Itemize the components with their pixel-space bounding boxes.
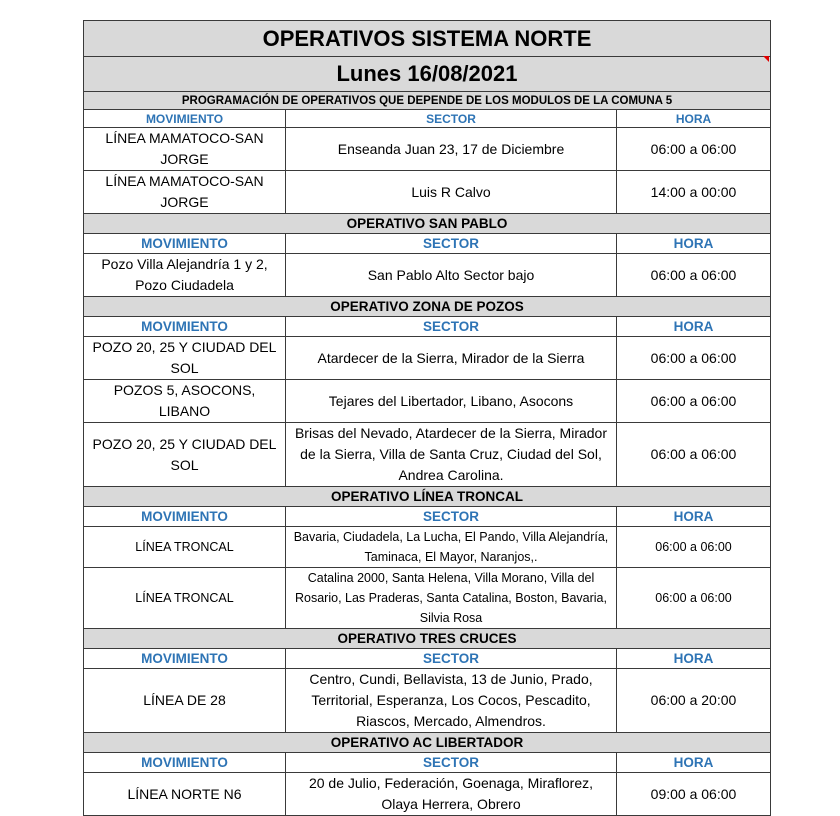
column-header-hora: HORA — [617, 110, 771, 128]
column-header-sector: SECTOR — [286, 110, 617, 128]
column-header-movimiento: MOVIMIENTO — [84, 753, 286, 773]
title-row — [84, 21, 771, 57]
section-title-row — [84, 297, 771, 317]
column-header-movimiento: MOVIMIENTO — [84, 234, 286, 254]
movimiento-cell: LÍNEA TRONCAL — [84, 527, 286, 568]
hora-cell: 06:00 a 06:00 — [617, 254, 771, 297]
section-title: OPERATIVO LÍNEA TRONCAL — [84, 487, 771, 507]
sector-cell: Centro, Cundi, Bellavista, 13 de Junio, Prado, Territorial, Esperanza, Los Cocos, Pescadito, Riascos, Mercado, Almendros. — [286, 669, 617, 733]
column-header-row — [84, 649, 771, 669]
column-header-hora: HORA — [617, 507, 771, 527]
movimiento-cell: LÍNEA TRONCAL — [84, 568, 286, 629]
column-header-sector: SECTOR — [286, 753, 617, 773]
table-row — [84, 380, 771, 423]
hora-cell: 06:00 a 06:00 — [617, 568, 771, 629]
column-header-sector: SECTOR — [286, 234, 617, 254]
hora-cell: 06:00 a 06:00 — [617, 128, 771, 171]
movimiento-cell: POZO 20, 25 Y CIUDAD DEL SOL — [84, 423, 286, 487]
column-header-row — [84, 234, 771, 254]
table-row — [84, 527, 771, 568]
sheet-title: OPERATIVOS SISTEMA NORTE — [84, 21, 771, 57]
date-row — [84, 57, 771, 92]
movimiento-cell: LÍNEA MAMATOCO-SAN JORGE — [84, 171, 286, 214]
table-row — [84, 568, 771, 629]
table-row — [84, 171, 771, 214]
movimiento-cell: Pozo Villa Alejandría 1 y 2, Pozo Ciudadela — [84, 254, 286, 297]
section-title-row — [84, 629, 771, 649]
sector-cell: Luis R Calvo — [286, 171, 617, 214]
hora-cell: 06:00 a 06:00 — [617, 527, 771, 568]
table-row — [84, 337, 771, 380]
sector-cell: Tejares del Libertador, Libano, Asocons — [286, 380, 617, 423]
column-header-row — [84, 753, 771, 773]
movimiento-cell: LÍNEA MAMATOCO-SAN JORGE — [84, 128, 286, 171]
table-row — [84, 773, 771, 816]
hora-cell: 14:00 a 00:00 — [617, 171, 771, 214]
schedule-table — [83, 20, 771, 816]
section-title: OPERATIVO AC LIBERTADOR — [84, 733, 771, 753]
column-header-sector: SECTOR — [286, 317, 617, 337]
column-header-hora: HORA — [617, 649, 771, 669]
column-header-hora: HORA — [617, 317, 771, 337]
column-header-movimiento: MOVIMIENTO — [84, 317, 286, 337]
section-title-row — [84, 214, 771, 234]
hora-cell: 06:00 a 20:00 — [617, 669, 771, 733]
hora-cell: 06:00 a 06:00 — [617, 337, 771, 380]
section-title: PROGRAMACIÓN DE OPERATIVOS QUE DEPENDE DE LOS MODULOS DE LA COMUNA 5 — [84, 92, 771, 110]
column-header-hora: HORA — [617, 234, 771, 254]
sector-cell: Atardecer de la Sierra, Mirador de la Sierra — [286, 337, 617, 380]
column-header-row — [84, 507, 771, 527]
movimiento-cell: LÍNEA DE 28 — [84, 669, 286, 733]
sector-cell: Brisas del Nevado, Atardecer de la Sierra, Mirador de la Sierra, Villa de Santa Cruz, Ciudad del Sol, Andrea Carolina. — [286, 423, 617, 487]
column-header-movimiento: MOVIMIENTO — [84, 507, 286, 527]
comment-marker-icon — [763, 56, 769, 62]
sheet-date: Lunes 16/08/2021 — [84, 57, 771, 92]
column-header-movimiento: MOVIMIENTO — [84, 649, 286, 669]
hora-cell: 06:00 a 06:00 — [617, 423, 771, 487]
section-title-row — [84, 733, 771, 753]
sector-cell: Enseanda Juan 23, 17 de Diciembre — [286, 128, 617, 171]
sector-cell: Catalina 2000, Santa Helena, Villa Morano, Villa del Rosario, Las Praderas, Santa Catalina, Boston, Bavaria, Silvia Rosa — [286, 568, 617, 629]
section-title-row — [84, 487, 771, 507]
section-title: OPERATIVO ZONA DE POZOS — [84, 297, 771, 317]
section-title: OPERATIVO TRES CRUCES — [84, 629, 771, 649]
column-header-sector: SECTOR — [286, 649, 617, 669]
section-title: OPERATIVO SAN PABLO — [84, 214, 771, 234]
table-row — [84, 254, 771, 297]
movimiento-cell: POZOS 5, ASOCONS, LIBANO — [84, 380, 286, 423]
table-row — [84, 128, 771, 171]
sector-cell: San Pablo Alto Sector bajo — [286, 254, 617, 297]
column-header-hora: HORA — [617, 753, 771, 773]
table-row — [84, 423, 771, 487]
sector-cell: 20 de Julio, Federación, Goenaga, Miraflorez, Olaya Herrera, Obrero — [286, 773, 617, 816]
column-header-sector: SECTOR — [286, 507, 617, 527]
hora-cell: 09:00 a 06:00 — [617, 773, 771, 816]
movimiento-cell: POZO 20, 25 Y CIUDAD DEL SOL — [84, 337, 286, 380]
hora-cell: 06:00 a 06:00 — [617, 380, 771, 423]
column-header-row — [84, 110, 771, 128]
table-row — [84, 669, 771, 733]
section-title-row — [84, 92, 771, 110]
schedule-sheet — [83, 20, 770, 816]
column-header-movimiento: MOVIMIENTO — [84, 110, 286, 128]
movimiento-cell: LÍNEA NORTE N6 — [84, 773, 286, 816]
column-header-row — [84, 317, 771, 337]
sector-cell: Bavaria, Ciudadela, La Lucha, El Pando, Villa Alejandría, Taminaca, El Mayor, Naranjos,. — [286, 527, 617, 568]
